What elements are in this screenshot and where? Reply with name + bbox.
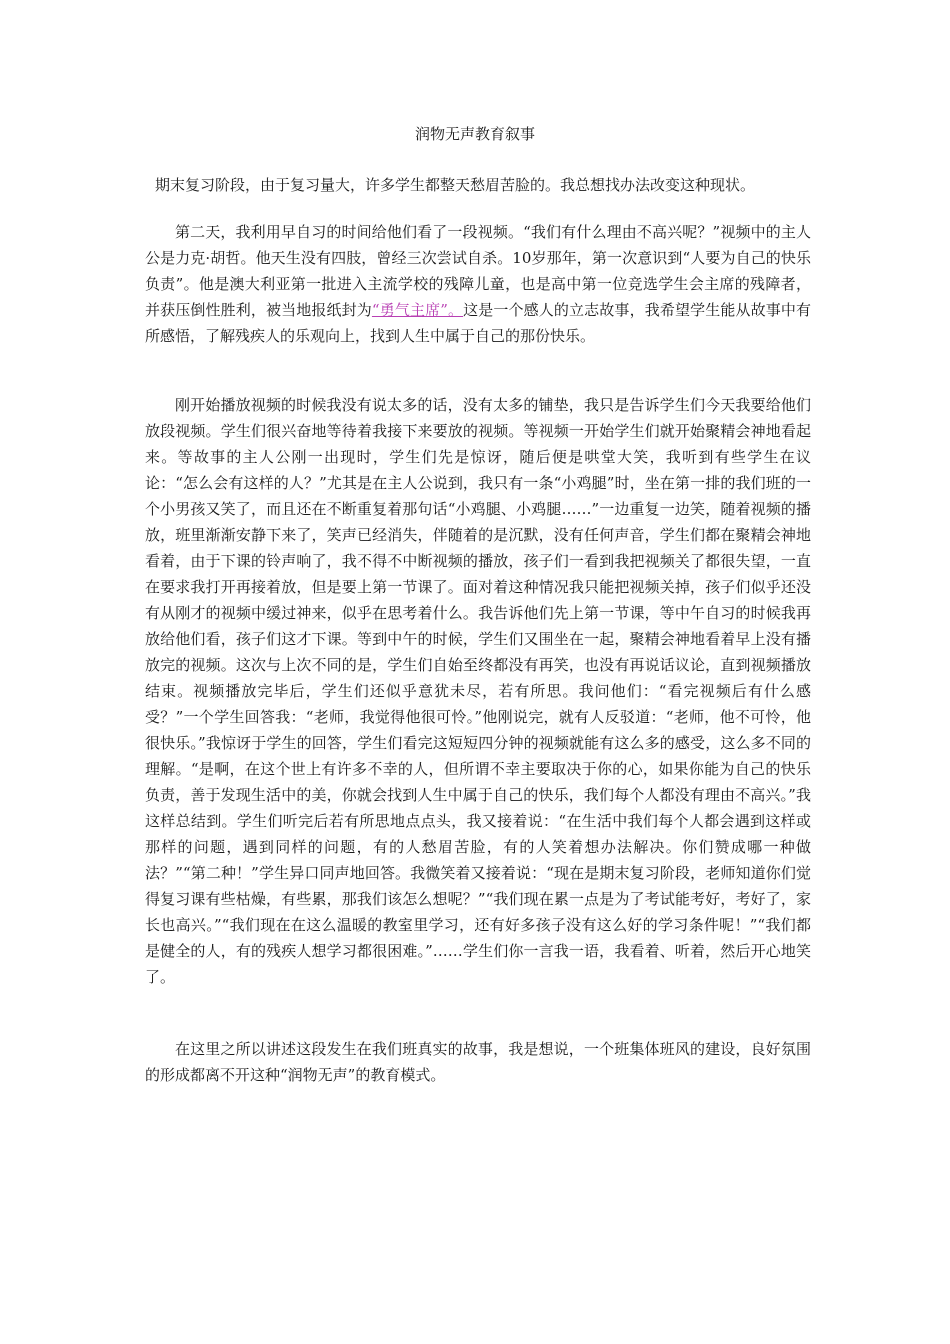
paragraph-conclusion: 在这里之所以讲述这段发生在我们班真实的故事，我是想说，一个班集体班风的建设，良好氛围的形成都离不开这种“润物无声”的教育模式。 [145, 1040, 811, 1084]
paragraph-text-before-link: 第二天，我利用早自习的时间给他们看了一段视频。“我们有什么理由不高兴呢？”视频中的主人公是力克·胡哲。他天生没有四肢，曾经三次尝试自杀。10岁那年，第一次意识到“人要为自己的快乐负责”。他是澳大利亚第一批进入主流学校的残障儿童，也是高中第一位竞选学生会主席的残障者，并获压倒性胜利，被当地报纸封为 [145, 223, 811, 319]
document-title: 润物无声教育叙事 [414, 125, 535, 143]
paragraph-text-after-link: 这是一个感人的立志故事，我希望学生能从故事中有所感悟，了解残疾人的乐观向上，找到人生中属于自己的那份快乐。 [145, 301, 811, 345]
paragraph-story: 刚开始播放视频的时候我没有说太多的话，没有太多的铺垫，我只是告诉学生们今天我要给他们放段视频。学生们很兴奋地等待着我接下来要放的视频。等视频一开始学生们就开始聚精会神地看起来。等故事的主人公刚一出现时，学生们先是惊讶，随后便是哄堂大笑，我听到有些学生在议论：“怎么会有这样的人？”尤其是在主人公说到，我只有一条“小鸡腿”时，坐在第一排的我们班的一个小男孩又笑了，而且还在不断重复着那句话“小鸡腿、小鸡腿……”一边重复一边笑，随着视频的播放，班里渐渐安静下来了，笑声已经消失，伴随着的是沉默，没有任何声音，学生们都在聚精会神地看着，由于下课的铃声响了，我不得不中断视频的播放，孩子们一看到我把视频关了都很失望，一直在要求我打开再接着放，但是要上第一节课了。面对着这种情况我只能把视频关掉，孩子们似乎还没有从刚才的视频中缓过神来，似乎在思考着什么。我告诉他们先上第一节课，等中午自习的时候我再放给他们看，孩子们这才下课。等到中午的时候，学生们又围坐在一起，聚精会神地看着早上没有播放完的视频。这次与上次不同的是，学生们自始至终都没有再笑，也没有再说话议论，直到视频播放结束。视频播放完毕后，学生们还似乎意犹未尽，若有所思。我问他们：“看完视频后有什么感受？”一个学生回答我：“老师，我觉得他很可怜。”他刚说完，就有人反驳道：“老师，他不可怜，他很快乐。”我惊讶于学生的回答，学生们看完这短短四分钟的视频就能有这么多的感受，这么多不同的理解。“是啊，在这个世上有许多不幸的人，但所谓不幸主要取决于你的心，如果你能为自己的快乐负责，善于发现生活中的美，你就会找到人生中属于自己的快乐，我们每个人都没有理由不高兴。”我这样总结到。学生们听完后若有所思地点点头，我又接着说：“在生活中我们每个人都会遇到这样或那样的问题，遇到同样的问题，有的人愁眉苦脸，有的人笑着想办法解决。你们赞成哪一种做法？”“第二种！”学生异口同声地回答。我微笑着又接着说：“现在是期末复习阶段，老师知道你们觉得复习课有些枯燥，有些累，那我们该怎么想呢？”“我们现在累一点是为了考试能考好，考好了，家长也高兴。”“我们现在在这么温暖的教室里学习，还有好多孩子没有这么好的学习条件呢！”“我们都是健全的人，有的残疾人想学习都很困难。”……学生们你一言我一语，我看着、听着，然后开心地笑了。 [145, 396, 811, 986]
paragraph-intro: 期末复习阶段，由于复习量大，许多学生都整天愁眉苦脸的。我总想找办法改变这种现状。 [155, 176, 756, 194]
courage-chairman-link[interactable]: “勇气主席”。 [371, 301, 464, 319]
paragraph-video-intro [145, 219, 811, 349]
